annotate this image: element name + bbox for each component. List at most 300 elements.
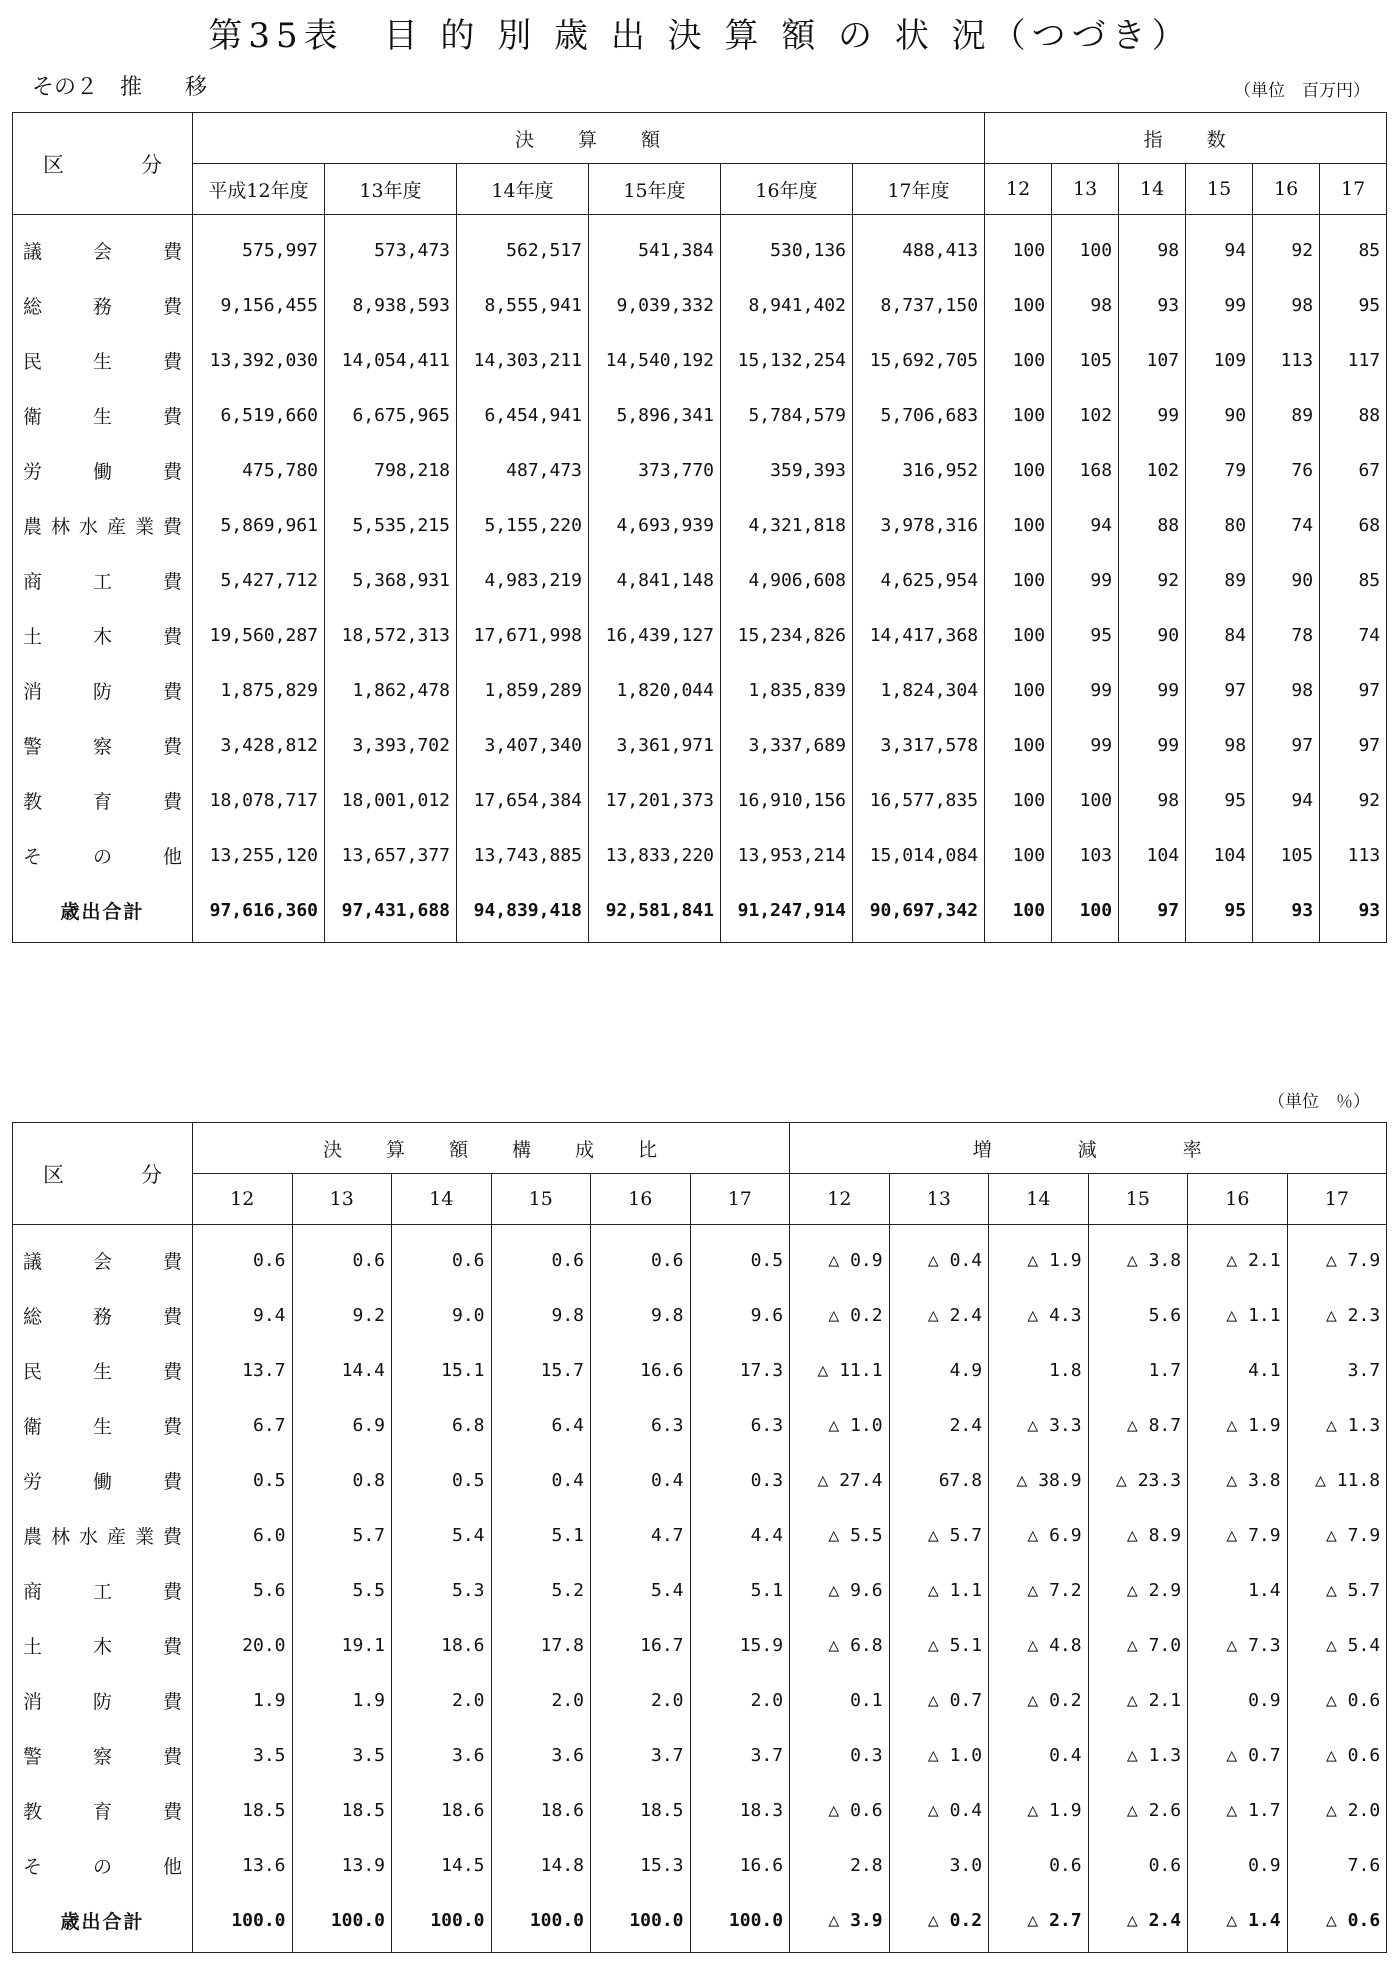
row-label-cell: [13, 1453, 193, 1508]
amount-cell: 798,218: [325, 443, 457, 498]
change-rate-cell: △ 1.3: [1088, 1728, 1188, 1783]
amount-cell: 15,234,826: [721, 608, 853, 663]
row-label-char: 費: [162, 1361, 182, 1383]
row-label-char: 費: [162, 241, 182, 263]
row-label-char: 他: [162, 846, 182, 868]
row-label-char: 業: [134, 1526, 154, 1548]
change-rate-cell: △ 0.6: [790, 1783, 890, 1838]
index-cell: 117: [1320, 333, 1387, 388]
row-label: [23, 567, 182, 594]
ratio-cell: 15.3: [591, 1838, 691, 1893]
change-rate-cell: △ 11.8: [1287, 1453, 1387, 1508]
row-label-char: 費: [162, 1581, 182, 1603]
row-label-char: 教: [23, 1801, 43, 1823]
row-label-char: そ: [23, 1856, 43, 1878]
index-cell: 90: [1119, 608, 1186, 663]
row-label-char: 費: [162, 626, 182, 648]
index-cell: 100: [985, 663, 1052, 718]
change-year-header: 17: [1287, 1174, 1387, 1225]
change-rate-cell: 0.9: [1188, 1673, 1288, 1728]
row-label-char: 育: [92, 791, 112, 813]
change-rate-cell: △ 1.9: [1188, 1398, 1288, 1453]
change-rate-cell: △ 1.0: [889, 1728, 989, 1783]
table-row: [13, 1288, 1387, 1343]
change-rate-cell: 1.8: [989, 1343, 1089, 1398]
index-cell: 93: [1119, 278, 1186, 333]
ratio-cell: 18.3: [690, 1783, 790, 1838]
amount-cell: 359,393: [721, 443, 853, 498]
ratio-year-header: 12: [193, 1174, 293, 1225]
change-rate-cell: △ 4.8: [989, 1618, 1089, 1673]
row-label-cell: [13, 1673, 193, 1728]
ratio-cell: 100.0: [591, 1893, 691, 1953]
index-cell: 99: [1052, 718, 1119, 773]
change-rate-cell: △ 7.9: [1188, 1508, 1288, 1563]
index-cell: 78: [1253, 608, 1320, 663]
row-label-char: 総: [23, 296, 43, 318]
index-cell: 100: [985, 388, 1052, 443]
index-cell: 105: [1052, 333, 1119, 388]
row-label: [23, 1412, 182, 1439]
amount-cell: 16,910,156: [721, 773, 853, 828]
ratio-cell: 3.6: [491, 1728, 591, 1783]
index-cell: 98: [1186, 718, 1253, 773]
index-cell: 99: [1119, 663, 1186, 718]
index-cell: 88: [1119, 498, 1186, 553]
row-label-char: 議: [23, 241, 43, 263]
table-row: [13, 883, 1387, 943]
index-year-header: 16: [1253, 164, 1320, 215]
index-cell: 100: [985, 773, 1052, 828]
row-label: [23, 677, 182, 704]
amount-cell: 3,407,340: [457, 718, 589, 773]
table-row: [13, 828, 1387, 883]
table-row: [13, 498, 1387, 553]
amount-cell: 13,953,214: [721, 828, 853, 883]
amount-cell: 6,675,965: [325, 388, 457, 443]
unit-label-amounts: （単位 百万円）: [1234, 81, 1370, 101]
ratio-cell: 2.0: [491, 1673, 591, 1728]
change-rate-cell: △ 2.7: [989, 1893, 1089, 1953]
amount-cell: 373,770: [589, 443, 721, 498]
row-label-char: 会: [92, 1251, 112, 1273]
index-cell: 100: [985, 333, 1052, 388]
amount-cell: 3,361,971: [589, 718, 721, 773]
change-rate-cell: △ 0.7: [889, 1673, 989, 1728]
ratio-cell: 9.0: [392, 1288, 492, 1343]
index-cell: 92: [1119, 553, 1186, 608]
change-rate-cell: △ 2.6: [1088, 1783, 1188, 1838]
change-rate-cell: △ 1.7: [1188, 1783, 1288, 1838]
row-label-char: 費: [162, 296, 182, 318]
row-label-char: 生: [92, 1416, 112, 1438]
change-rate-cell: 67.8: [889, 1453, 989, 1508]
table-row: [13, 773, 1387, 828]
ratio-cell: 5.3: [392, 1563, 492, 1618]
category-header-part: 区: [43, 1162, 64, 1187]
ratio-cell: 14.4: [292, 1343, 392, 1398]
year-header: 平成12年度: [193, 164, 325, 215]
amount-cell: 475,780: [193, 443, 325, 498]
unit-label-percent: （単位 ％）: [1268, 1092, 1370, 1112]
amount-cell: 1,824,304: [853, 663, 985, 718]
row-label-char: 務: [92, 1306, 112, 1328]
row-label-char: 生: [92, 1361, 112, 1383]
index-cell: 99: [1052, 553, 1119, 608]
change-rate-header: 増 減 率: [790, 1123, 1387, 1174]
change-rate-cell: △ 5.7: [1287, 1563, 1387, 1618]
index-cell: 109: [1186, 333, 1253, 388]
table-row: [13, 1508, 1387, 1563]
amount-cell: 14,054,411: [325, 333, 457, 388]
index-cell: 100: [985, 278, 1052, 333]
ratio-cell: 100.0: [392, 1893, 492, 1953]
amount-cell: 541,384: [589, 215, 721, 279]
row-label: [23, 732, 182, 759]
row-label-char: 働: [92, 461, 112, 483]
row-label-char: 費: [162, 1306, 182, 1328]
row-label-char: 費: [162, 351, 182, 373]
amount-cell: 13,392,030: [193, 333, 325, 388]
row-label-char: 教: [23, 791, 43, 813]
amount-cell: 4,321,818: [721, 498, 853, 553]
amount-cell: 13,255,120: [193, 828, 325, 883]
row-label-char: 水: [78, 1526, 98, 1548]
index-cell: 104: [1119, 828, 1186, 883]
row-label-char: 費: [162, 406, 182, 428]
row-label-char: 業: [134, 516, 154, 538]
index-cell: 100: [1052, 883, 1119, 943]
row-label-char: 産: [106, 1526, 126, 1548]
amount-cell: 530,136: [721, 215, 853, 279]
index-cell: 90: [1253, 553, 1320, 608]
index-year-header: 17: [1320, 164, 1387, 215]
index-cell: 102: [1052, 388, 1119, 443]
ratio-cell: 18.5: [193, 1783, 293, 1838]
ratio-cell: 4.7: [591, 1508, 691, 1563]
ratio-cell: 5.2: [491, 1563, 591, 1618]
row-label-cell: [13, 718, 193, 773]
index-cell: 97: [1320, 718, 1387, 773]
index-cell: 98: [1119, 215, 1186, 279]
amount-cell: 6,454,941: [457, 388, 589, 443]
index-cell: 107: [1119, 333, 1186, 388]
year-header: 14年度: [457, 164, 589, 215]
index-cell: 76: [1253, 443, 1320, 498]
amount-cell: 97,616,360: [193, 883, 325, 943]
row-label: [23, 292, 182, 319]
ratio-cell: 17.8: [491, 1618, 591, 1673]
ratio-cell: 4.4: [690, 1508, 790, 1563]
ratio-cell: 16.6: [591, 1343, 691, 1398]
row-label: [23, 1632, 182, 1659]
ratio-cell: 0.6: [193, 1225, 293, 1289]
row-label: [23, 1357, 182, 1384]
row-label: [23, 1247, 182, 1274]
row-label-char: 費: [162, 736, 182, 758]
change-rate-cell: 7.6: [1287, 1838, 1387, 1893]
table-row: [13, 1563, 1387, 1618]
change-rate-cell: 0.6: [1088, 1838, 1188, 1893]
change-rate-cell: △ 2.9: [1088, 1563, 1188, 1618]
row-label-char: 費: [162, 681, 182, 703]
change-rate-cell: 0.1: [790, 1673, 890, 1728]
ratio-cell: 3.7: [591, 1728, 691, 1783]
table-row: [13, 333, 1387, 388]
table-row: [13, 1618, 1387, 1673]
amount-cell: 4,906,608: [721, 553, 853, 608]
change-rate-cell: 2.8: [790, 1838, 890, 1893]
amount-cell: 5,784,579: [721, 388, 853, 443]
row-label-char: 会: [92, 241, 112, 263]
row-label-char: の: [92, 1856, 112, 1878]
amount-cell: 6,519,660: [193, 388, 325, 443]
amount-cell: 17,654,384: [457, 773, 589, 828]
amount-cell: 573,473: [325, 215, 457, 279]
amount-cell: 97,431,688: [325, 883, 457, 943]
ratio-cell: 0.4: [591, 1453, 691, 1508]
amount-cell: 18,572,313: [325, 608, 457, 663]
ratio-year-header: 17: [690, 1174, 790, 1225]
year-header: 16年度: [721, 164, 853, 215]
row-label-char: 木: [92, 1636, 112, 1658]
index-cell: 93: [1320, 883, 1387, 943]
ratio-cell: 2.0: [591, 1673, 691, 1728]
row-label-cell: [13, 278, 193, 333]
row-label: [23, 1522, 182, 1549]
year-header: 13年度: [325, 164, 457, 215]
category-header-part: 分: [141, 152, 162, 177]
row-label-cell: [13, 608, 193, 663]
ratio-cell: 6.4: [491, 1398, 591, 1453]
row-label-cell: [13, 1838, 193, 1893]
change-rate-cell: △ 5.5: [790, 1508, 890, 1563]
change-rate-cell: △ 7.0: [1088, 1618, 1188, 1673]
ratio-cell: 3.5: [292, 1728, 392, 1783]
ratio-cell: 5.7: [292, 1508, 392, 1563]
amount-cell: 14,303,211: [457, 333, 589, 388]
row-label-char: 費: [162, 1636, 182, 1658]
change-rate-cell: 0.3: [790, 1728, 890, 1783]
change-rate-cell: 3.7: [1287, 1343, 1387, 1398]
ratio-cell: 5.4: [591, 1563, 691, 1618]
table-row: [13, 663, 1387, 718]
row-label-char: 費: [162, 1526, 182, 1548]
row-label-cell: [13, 1783, 193, 1838]
row-label: [23, 1852, 182, 1879]
index-cell: 113: [1253, 333, 1320, 388]
table-row: [13, 718, 1387, 773]
row-label-char: 土: [23, 626, 43, 648]
change-rate-cell: △ 7.9: [1287, 1225, 1387, 1289]
row-label-char: 商: [23, 571, 43, 593]
ratio-cell: 5.4: [392, 1508, 492, 1563]
row-label-cell: [13, 333, 193, 388]
amount-cell: 4,983,219: [457, 553, 589, 608]
table-row: [13, 608, 1387, 663]
amount-cell: 3,337,689: [721, 718, 853, 773]
category-header-part: 分: [141, 1162, 162, 1187]
table-row: [13, 1893, 1387, 1953]
ratio-cell: 0.8: [292, 1453, 392, 1508]
ratio-cell: 5.5: [292, 1563, 392, 1618]
change-rate-cell: 5.6: [1088, 1288, 1188, 1343]
ratio-cell: 0.6: [591, 1225, 691, 1289]
change-rate-cell: △ 3.3: [989, 1398, 1089, 1453]
row-label-char: 消: [23, 1691, 43, 1713]
row-label-cell: [13, 1893, 193, 1953]
change-rate-cell: △ 2.4: [889, 1288, 989, 1343]
amount-cell: 14,417,368: [853, 608, 985, 663]
change-rate-cell: △ 6.9: [989, 1508, 1089, 1563]
ratio-cell: 14.5: [392, 1838, 492, 1893]
change-year-header: 13: [889, 1174, 989, 1225]
row-label-char: 林: [50, 516, 70, 538]
row-label: [23, 457, 182, 484]
index-cell: 88: [1320, 388, 1387, 443]
row-label: [23, 1577, 182, 1604]
amount-cell: 5,706,683: [853, 388, 985, 443]
index-cell: 99: [1186, 278, 1253, 333]
amount-cell: 1,835,839: [721, 663, 853, 718]
change-rate-cell: △ 0.4: [889, 1225, 989, 1289]
change-rate-cell: 3.0: [889, 1838, 989, 1893]
row-label: [23, 1797, 182, 1824]
category-header: [13, 113, 193, 215]
amount-cell: 5,896,341: [589, 388, 721, 443]
change-rate-cell: △ 23.3: [1088, 1453, 1188, 1508]
index-cell: 100: [985, 608, 1052, 663]
row-label: [23, 1467, 182, 1494]
index-cell: 85: [1320, 215, 1387, 279]
amount-cell: 4,625,954: [853, 553, 985, 608]
row-label: [23, 1687, 182, 1714]
amount-cell: 3,317,578: [853, 718, 985, 773]
ratio-cell: 20.0: [193, 1618, 293, 1673]
row-label-cell: [13, 388, 193, 443]
row-label-char: 費: [162, 791, 182, 813]
ratio-cell: 9.8: [591, 1288, 691, 1343]
expenditure-amount-table: [12, 112, 1387, 943]
row-label-char: 工: [92, 1581, 112, 1603]
change-year-header: 14: [989, 1174, 1089, 1225]
row-label-char: 議: [23, 1251, 43, 1273]
index-cell: 102: [1119, 443, 1186, 498]
row-label-cell: [13, 1398, 193, 1453]
ratio-cell: 0.5: [392, 1453, 492, 1508]
row-label-char: 民: [23, 1361, 43, 1383]
row-label-char: 林: [50, 1526, 70, 1548]
amount-cell: 487,473: [457, 443, 589, 498]
index-year-header: 15: [1186, 164, 1253, 215]
index-cell: 94: [1186, 215, 1253, 279]
amount-cell: 4,693,939: [589, 498, 721, 553]
row-label-cell: [13, 1618, 193, 1673]
ratio-cell: 9.8: [491, 1288, 591, 1343]
table-row: [13, 1783, 1387, 1838]
change-rate-cell: △ 1.0: [790, 1398, 890, 1453]
change-rate-cell: △ 27.4: [790, 1453, 890, 1508]
change-rate-cell: △ 6.8: [790, 1618, 890, 1673]
amount-cell: 8,941,402: [721, 278, 853, 333]
row-label-cell: [13, 1563, 193, 1618]
amount-cell: 19,560,287: [193, 608, 325, 663]
row-label-char: 察: [92, 1746, 112, 1768]
row-label-char: 費: [162, 1471, 182, 1493]
row-label-char: 費: [162, 1251, 182, 1273]
row-label-char: 民: [23, 351, 43, 373]
change-rate-cell: △ 5.1: [889, 1618, 989, 1673]
change-rate-cell: △ 1.9: [989, 1783, 1089, 1838]
table-row: [13, 1398, 1387, 1453]
index-cell: 100: [985, 443, 1052, 498]
index-cell: 95: [1186, 883, 1253, 943]
amount-cell: 5,155,220: [457, 498, 589, 553]
row-label-char: の: [92, 846, 112, 868]
ratio-cell: 3.5: [193, 1728, 293, 1783]
change-rate-cell: △ 38.9: [989, 1453, 1089, 1508]
amount-cell: 562,517: [457, 215, 589, 279]
amount-cell: 16,439,127: [589, 608, 721, 663]
index-cell: 95: [1320, 278, 1387, 333]
change-rate-cell: 1.7: [1088, 1343, 1188, 1398]
amount-cell: 5,427,712: [193, 553, 325, 608]
table-row: [13, 1453, 1387, 1508]
row-label-cell: [13, 1508, 193, 1563]
row-label-cell: [13, 1343, 193, 1398]
row-label-char: 農: [23, 516, 43, 538]
row-label-char: 衛: [23, 406, 43, 428]
change-rate-cell: △ 3.8: [1088, 1225, 1188, 1289]
table-row: [13, 1225, 1387, 1289]
index-cell: 89: [1253, 388, 1320, 443]
change-rate-cell: △ 5.7: [889, 1508, 989, 1563]
amount-cell: 15,014,084: [853, 828, 985, 883]
change-rate-cell: 0.6: [989, 1838, 1089, 1893]
row-label-cell: [13, 1728, 193, 1783]
change-rate-cell: △ 0.2: [889, 1893, 989, 1953]
amount-cell: 575,997: [193, 215, 325, 279]
category-header: [13, 1123, 193, 1225]
row-label-cell: [13, 1288, 193, 1343]
index-cell: 100: [1052, 215, 1119, 279]
amount-cell: 5,368,931: [325, 553, 457, 608]
amount-cell: 15,692,705: [853, 333, 985, 388]
change-rate-cell: △ 1.1: [889, 1563, 989, 1618]
index-cell: 98: [1253, 278, 1320, 333]
row-label-cell: [13, 498, 193, 553]
index-cell: 68: [1320, 498, 1387, 553]
index-cell: 168: [1052, 443, 1119, 498]
ratio-cell: 6.8: [392, 1398, 492, 1453]
index-header: 指 数: [985, 113, 1387, 164]
index-cell: 90: [1186, 388, 1253, 443]
ratio-cell: 0.5: [193, 1453, 293, 1508]
amount-cell: 5,869,961: [193, 498, 325, 553]
row-label-char: 労: [23, 461, 43, 483]
ratio-cell: 15.9: [690, 1618, 790, 1673]
amount-cell: 316,952: [853, 443, 985, 498]
amount-cell: 90,697,342: [853, 883, 985, 943]
ratio-cell: 100.0: [193, 1893, 293, 1953]
index-cell: 74: [1253, 498, 1320, 553]
row-label-char: 費: [162, 571, 182, 593]
row-label-cell: [13, 1225, 193, 1289]
amount-cell: 8,938,593: [325, 278, 457, 333]
change-rate-cell: 1.4: [1188, 1563, 1288, 1618]
row-label-char: 防: [92, 681, 112, 703]
ratio-cell: 17.3: [690, 1343, 790, 1398]
